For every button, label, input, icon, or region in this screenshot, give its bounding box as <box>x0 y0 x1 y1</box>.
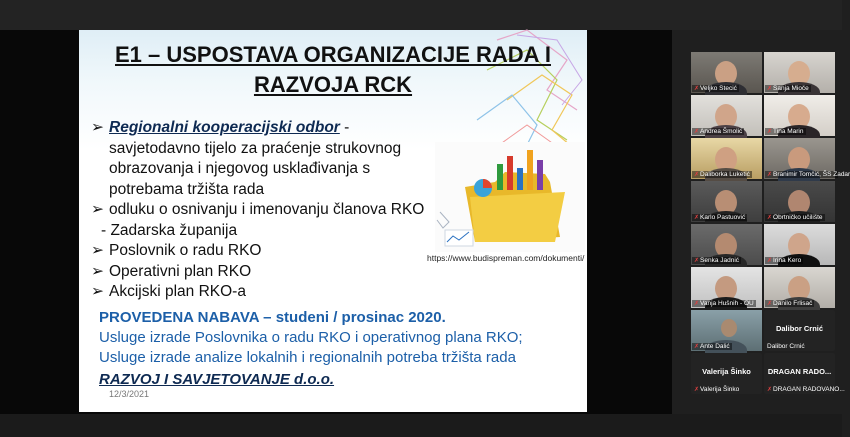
muted-mic-icon: ✗ <box>767 172 773 178</box>
arrow-bullet-icon: ➢ <box>91 283 104 300</box>
folder-chart-illustration <box>435 142 585 252</box>
participant-tile[interactable] <box>764 52 835 93</box>
participant-name: ✗Tina Marin <box>767 128 804 135</box>
participant-tile[interactable] <box>691 181 762 222</box>
participant-name: ✗Branimir Tomčić, ŠS Zadar <box>767 171 850 178</box>
meeting-top-bar <box>0 0 842 30</box>
participant-name: Dalibor Crnić <box>767 343 805 350</box>
participant-name: ✗Daliborka Luketić <box>694 171 750 178</box>
participant-name: ✗Ante Dalić <box>694 343 730 350</box>
participant-name: ✗Danilo Frlisač <box>767 300 813 307</box>
muted-mic-icon: ✗ <box>694 86 700 92</box>
bullet-text: odluku o osnivanju i imenovanju članova RKO <box>109 201 425 218</box>
procurement-heading: PROVEDENA NABAVA – studeni / prosinac 2020. <box>99 309 446 326</box>
presentation-slide <box>79 30 587 412</box>
participant-tile[interactable] <box>691 267 762 308</box>
muted-mic-icon: ✗ <box>694 301 700 307</box>
participant-name: ✗Karlo Pastuović <box>694 214 746 221</box>
arrow-bullet-icon: ➢ <box>91 201 104 218</box>
muted-mic-icon: ✗ <box>767 301 773 307</box>
participant-tile[interactable] <box>764 95 835 136</box>
participant-display-name: DRAGAN RADO... <box>767 367 832 376</box>
muted-mic-icon: ✗ <box>694 172 700 178</box>
participant-tile-no-video[interactable] <box>691 353 762 394</box>
participant-tile-no-video[interactable] <box>764 353 845 394</box>
bullet-item <box>91 200 425 221</box>
meeting-bottom-bar <box>0 414 842 437</box>
muted-mic-icon: ✗ <box>767 86 773 92</box>
bullet-continuation: obrazovanja i njegovog usklađivanja s <box>109 160 371 177</box>
participant-name: ✗Andrea Šmolić <box>694 128 743 135</box>
bullet-term: Regionalni kooperacijski odbor <box>109 119 340 136</box>
participant-tile-active-speaker[interactable] <box>764 138 850 179</box>
participant-tile[interactable] <box>764 181 835 222</box>
muted-mic-icon: ✗ <box>694 258 700 264</box>
muted-mic-icon: ✗ <box>767 258 773 264</box>
participant-name: ✗Senka Jadnić <box>694 257 740 264</box>
participant-name: ✗Irina Kero <box>767 257 802 264</box>
muted-mic-icon: ✗ <box>694 215 700 221</box>
participant-tile[interactable] <box>691 138 762 179</box>
participant-tile[interactable] <box>691 52 762 93</box>
slide-title-line-1: E1 – USPOSTAVA ORGANIZACIJE RADA I <box>115 42 551 67</box>
participant-tile[interactable] <box>691 310 762 351</box>
participant-name: ✗Valerija Šinko <box>694 386 740 393</box>
bullet-continuation: potrebama tržišta rada <box>109 180 265 198</box>
arrow-bullet-icon: ➢ <box>91 242 104 259</box>
bullet-text: Akcijski plan RKO-a <box>109 283 246 300</box>
participant-tile[interactable] <box>764 224 835 265</box>
arrow-bullet-icon: ➢ <box>91 119 104 136</box>
participant-tile[interactable] <box>764 267 835 308</box>
muted-mic-icon: ✗ <box>694 387 700 393</box>
bullet-item <box>91 118 421 139</box>
muted-mic-icon: ✗ <box>767 129 773 135</box>
slide-title-line-2: RAZVOJA RCK <box>253 72 413 97</box>
participant-display-name: Valerija Šinko <box>702 367 751 376</box>
participant-name: ✗Sanja Mioče <box>767 85 809 92</box>
bullet-item <box>91 241 421 262</box>
bullet-sub-item: - Zadarska županija <box>101 221 238 239</box>
bullet-continuation: savjetodavno tijelo za praćenje strukovnog <box>109 139 402 157</box>
bullet-text: - <box>339 119 350 136</box>
muted-mic-icon: ✗ <box>694 129 700 135</box>
bullet-item <box>91 262 421 283</box>
muted-mic-icon: ✗ <box>767 387 773 393</box>
procurement-line-1: Usluge izrade Poslovnika o radu RKO i operativnog plana RKO; <box>99 329 523 346</box>
muted-mic-icon: ✗ <box>694 344 700 350</box>
slide-title <box>79 40 587 100</box>
slide-bullet-list <box>91 118 425 303</box>
participant-name: ✗Obrtničko učilište <box>767 214 823 221</box>
participant-tile[interactable] <box>691 224 762 265</box>
participant-name: ✗Veljko Stecić <box>694 85 737 92</box>
participant-display-name: Dalibor Crnić <box>775 324 824 333</box>
procurement-line-2: Usluge izrade analize lokalnih i regionalnih potreba tržišta rada <box>99 349 516 366</box>
image-source-url: https://www.budispreman.com/dokumenti/ <box>427 253 585 263</box>
muted-mic-icon: ✗ <box>767 215 773 221</box>
participant-name: ✗Vanja Hušnih - OU <box>694 300 754 307</box>
participant-tile-no-video[interactable] <box>764 310 835 351</box>
company-name: RAZVOJ I SAVJETOVANJE d.o.o. <box>99 371 335 388</box>
participant-tile[interactable] <box>691 95 762 136</box>
bullet-item <box>91 282 421 303</box>
arrow-bullet-icon: ➢ <box>91 262 104 280</box>
bullet-text: Poslovnik o radu RKO <box>109 242 262 259</box>
slide-date: 12/3/2021 <box>109 389 150 399</box>
participant-name: ✗DRAGAN RADOVANO... <box>767 386 845 393</box>
bullet-text: Operativni plan RKO <box>109 262 252 280</box>
